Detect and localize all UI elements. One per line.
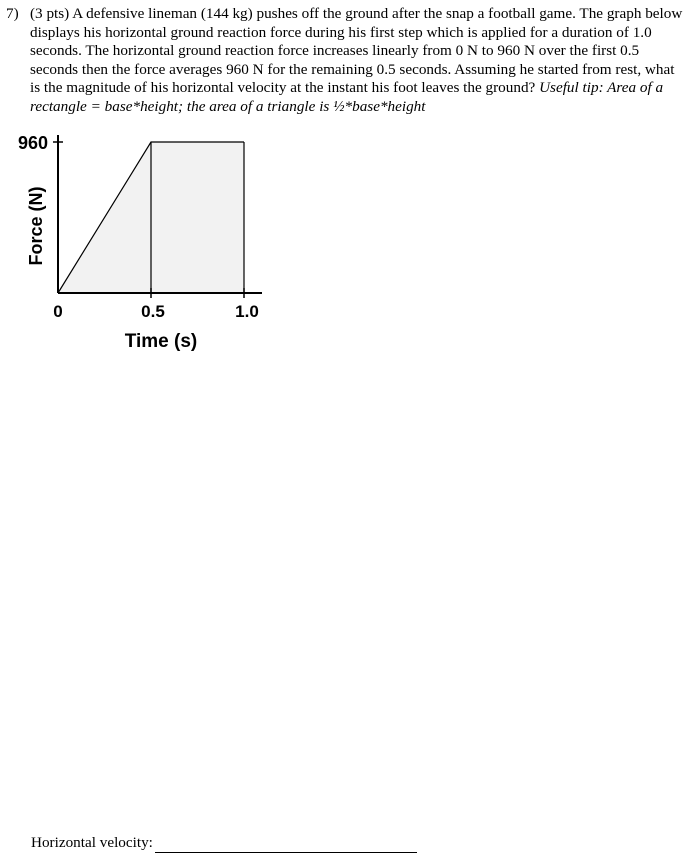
answer-blank-line[interactable] [155,837,417,853]
question-tip: Useful tip: Area of a rectangle = base*height; the area of a triangle is ½*base*height [30,79,664,115]
question-number: 7) [6,5,19,22]
answer-label: Horizontal velocity: [31,834,153,851]
force-time-chart [0,120,300,360]
x-tick-label-1.0: 1.0 [235,302,259,321]
question-body [30,5,686,117]
answer-row [31,833,451,853]
x-axis-title: Time (s) [124,331,198,352]
question [6,5,686,117]
x-tick-label-0.5: 0.5 [141,302,165,321]
y-tick-label-960: 960 [17,133,48,153]
question-text: (3 pts) A defensive lineman (144 kg) pushes off the ground after the snap a football game. The graph below displays his horizontal ground reaction force during his first step which is applied for a duration of 1.0 seconds. The horizontal ground reaction force increases linearly from 0 N to 960 N over the first 0.5 seconds then the force averages 960 N for the remaining 0.5 seconds. Assuming he started from rest, what is the magnitude of his horizontal velocity at the instant his foot leaves the ground? [30,5,683,97]
x-tick-label-0: 0 [53,302,63,321]
y-axis-title: Force (N) [26,186,46,266]
